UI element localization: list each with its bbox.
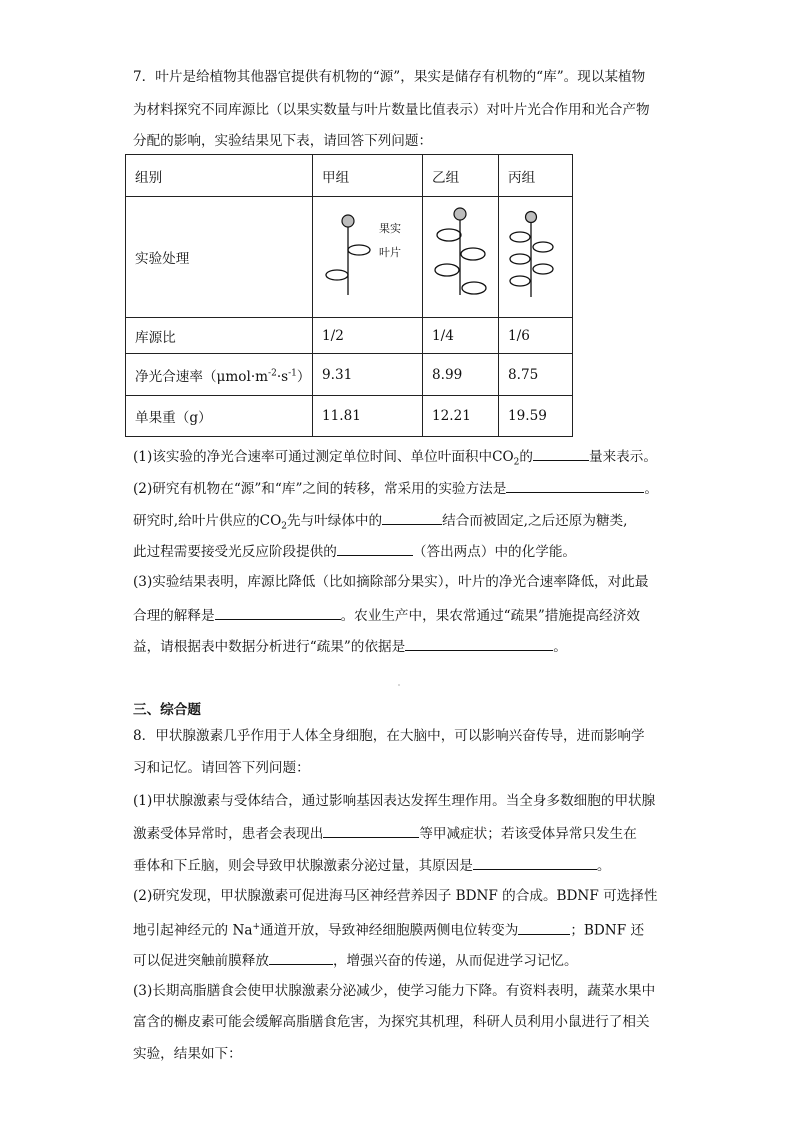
treatment-label: 实验处理	[126, 197, 313, 318]
text-part: 通道开放，导致神经细胞膜两侧电位转变为	[260, 922, 519, 939]
header-group: 组别	[126, 155, 313, 197]
row-label-part: ·s	[276, 368, 289, 385]
section-title: 三、综合题	[133, 702, 201, 718]
plant-diagram-a-cell	[313, 197, 423, 318]
cell-value: 11.81	[313, 396, 423, 437]
q8-line-2: 习和记忆。请回答下列问题：	[133, 760, 310, 776]
text-part: 益，请根据表中数据分析进行“疏果”的依据是	[133, 639, 406, 655]
cell-value: 19.59	[499, 396, 573, 437]
q8-p1-line-3	[133, 855, 668, 875]
answer-blank[interactable]	[215, 605, 341, 620]
header-group-c: 丙组	[499, 155, 573, 197]
subscript: 2	[281, 521, 287, 532]
q8-p2-line-2	[133, 918, 668, 940]
answer-blank[interactable]	[506, 478, 644, 493]
text-part: 合理的解释是	[133, 608, 215, 624]
text-part: （答出两点）中的化学能。	[412, 544, 577, 560]
plant-diagram-b	[423, 197, 498, 313]
text-part: ；BDNF 还	[570, 922, 645, 939]
cell-value: 12.21	[423, 396, 499, 437]
q8-p1-line-1: (1)甲状腺激素与受体结合，通过影响基因表达发挥生理作用。当全身多数细胞的甲状腺	[133, 793, 656, 809]
q8-p3-line-1: (3)长期高脂膳食会使甲状腺激素分泌减少，使学习能力下降。有资料表明，蔬菜水果中	[133, 983, 656, 999]
cell-value: 9.31	[313, 354, 423, 396]
superscript: +	[252, 922, 261, 932]
plant-diagram-b-cell	[423, 197, 499, 318]
answer-blank[interactable]	[269, 950, 333, 965]
stray-dot	[398, 684, 400, 686]
row-label-part: ）	[296, 368, 311, 385]
cell-value: 1/2	[313, 318, 423, 354]
row-label-sup: -2	[268, 367, 277, 378]
q7-sub-2-line-3	[133, 541, 668, 561]
text-part: 等甲减症状；若该受体异常只发生在	[419, 826, 637, 842]
answer-blank[interactable]	[337, 541, 413, 556]
q8-p2-line-3	[133, 950, 668, 970]
cell-value: 1/6	[499, 318, 573, 354]
text-part: 。农业生产中，果农常通过“疏果”措施提高经济效	[340, 608, 640, 624]
row-label-part: 净光合速率（μmol·m	[135, 368, 269, 385]
q7-line-3: 分配的影响，实验结果见下表，请回答下列问题：	[133, 133, 433, 149]
header-group-b: 乙组	[423, 155, 499, 197]
answer-blank[interactable]	[473, 855, 597, 870]
q7-sub-2-line-1	[133, 478, 668, 498]
q8-p1-line-2	[133, 823, 668, 843]
leaf-label: 叶片	[379, 246, 401, 259]
answer-blank[interactable]	[382, 510, 442, 525]
experiment-table	[125, 154, 573, 437]
table-row-treatment	[126, 197, 573, 318]
row-label	[126, 354, 313, 396]
text-part: 此过程需要接受光反应阶段提供的	[133, 544, 337, 560]
row-label: 库源比	[126, 318, 313, 354]
q8-line-1: 8．甲状腺激素几乎作用于人体全身细胞，在大脑中，可以影响兴奋传导，进而影响学	[133, 728, 645, 744]
text-part: (1)该实验的净光合速率可通过测定单位时间、单位叶面积中CO	[133, 449, 514, 465]
plant-diagram-c	[499, 197, 572, 313]
text-part: 研究时,给叶片供应的CO	[133, 513, 282, 529]
answer-blank[interactable]	[533, 446, 589, 461]
answer-blank[interactable]	[405, 636, 553, 651]
text-part: (2)研究有机物在“源”和“库”之间的转移，常采用的实验方法是	[133, 481, 507, 497]
q8-p3-line-2: 富含的槲皮素可能会缓解高脂膳食危害，为探究其机理，科研人员利用小鼠进行了相关	[133, 1014, 650, 1030]
q8-p3-line-3: 实验，结果如下：	[133, 1046, 242, 1062]
q7-sub-3-line-3	[133, 636, 668, 656]
table-header-row	[126, 155, 573, 197]
text-part: 先与叶绿体中的	[286, 513, 383, 529]
answer-blank[interactable]	[323, 823, 419, 838]
q7-sub-3-line-1: (3)实验结果表明，库源比降低（比如摘除部分果实），叶片的净光合速率降低，对此最	[133, 574, 649, 590]
subscript: 2	[513, 457, 520, 468]
q7-sub-2-line-2	[133, 510, 668, 536]
header-group-a: 甲组	[313, 155, 423, 197]
cell-value: 8.99	[423, 354, 499, 396]
table-row-ratio	[126, 318, 573, 354]
row-label-sup: -1	[288, 367, 297, 378]
text-part: 的	[519, 449, 533, 465]
text-part: 。	[553, 639, 567, 655]
text-part: 。	[596, 858, 611, 874]
plant-diagram-a	[313, 197, 422, 313]
table-row-fruit-weight	[126, 396, 573, 437]
fruit-label: 果实	[379, 222, 401, 235]
text-part: 结合而被固定,之后还原为糖类,	[442, 513, 628, 529]
text-part: 垂体和下丘脑，则会导致甲状腺激素分泌过量，其原因是	[133, 858, 473, 874]
answer-blank[interactable]	[518, 920, 570, 935]
text-part: 。	[644, 481, 658, 497]
text-part: 可以促进突触前膜释放	[133, 953, 269, 969]
q8-p2-line-1: (2)研究发现，甲状腺激素可促进海马区神经营养因子 BDNF 的合成。BDNF 可选择性	[133, 888, 658, 904]
text-part: 激素受体异常时，患者会表现出	[133, 826, 324, 842]
plant-diagram-c-cell	[499, 197, 573, 318]
table-row-net-rate	[126, 354, 573, 396]
cell-value: 8.75	[499, 354, 573, 396]
row-label: 单果重（g）	[126, 396, 313, 437]
text-part: ，增强兴奋的传递，从而促进学习记忆。	[332, 953, 578, 969]
q7-line-1: 7．叶片是给植物其他器官提供有机物的“源”，果实是储存有机物的“库”。现以某植物	[133, 69, 646, 85]
text-part: 量来表示。	[588, 449, 657, 465]
text-part: 地引起神经元的 Na	[133, 922, 253, 939]
q7-sub-3-line-2	[133, 605, 668, 625]
q7-line-2: 为材料探究不同库源比（以果实数量与叶片数量比值表示）对叶片光合作用和光合产物	[133, 102, 650, 118]
q7-sub-1	[133, 446, 668, 472]
cell-value: 1/4	[423, 318, 499, 354]
